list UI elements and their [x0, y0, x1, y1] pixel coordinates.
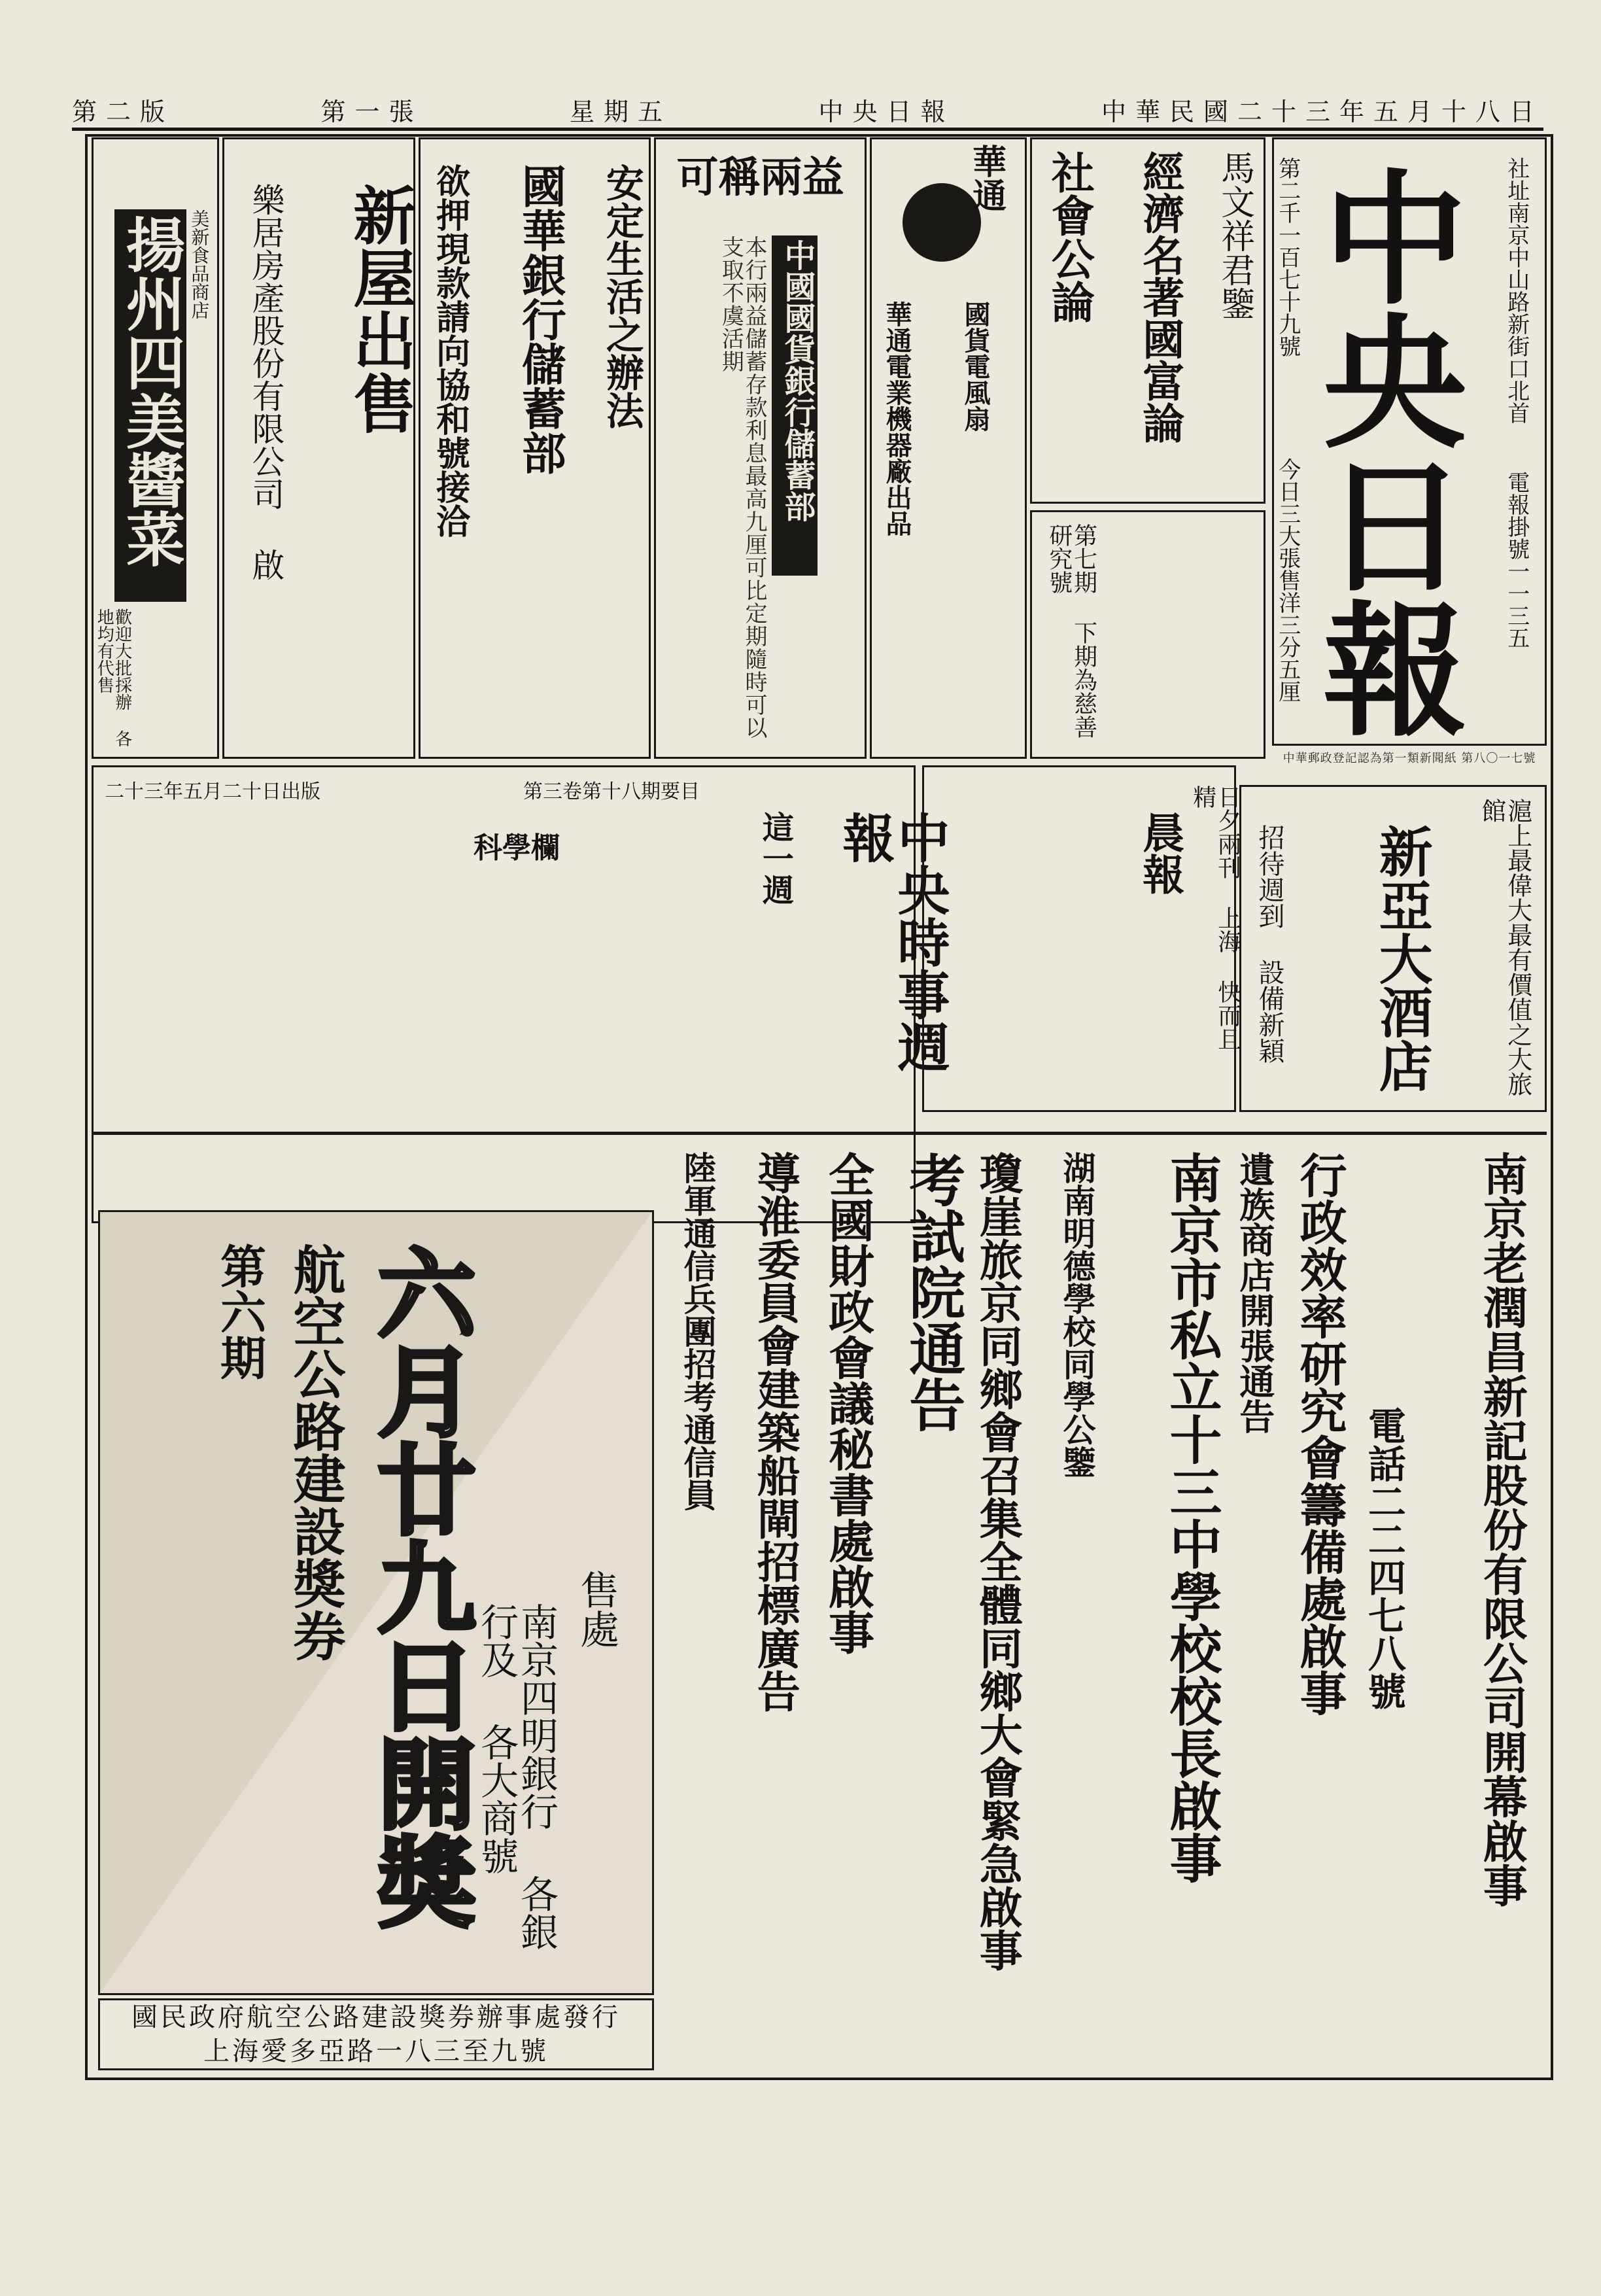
fan-brand: 華通 [966, 144, 1007, 212]
headline-7: 考試院通告 [899, 1151, 966, 1433]
headline-9: 導淮委員會建築船閘招標廣告 [749, 1151, 801, 1713]
fan-product: 國貨電風扇 [960, 301, 991, 432]
header-paper: 中央日報 [818, 97, 955, 126]
header-weekday: 星期五 [570, 97, 672, 126]
headline-10: 陸軍通信兵團招考通信員 [678, 1151, 717, 1511]
chenbao-title: 晨報 [1135, 811, 1185, 895]
economics-title: 經濟名著國富論 [1135, 150, 1185, 444]
chenbao-sub: 日夕兩刊 上海 快而且精 [1189, 785, 1241, 1051]
weekly-title: 中央時事週報 [834, 811, 950, 1073]
header-page: 第二版 [72, 97, 175, 126]
savings-title: 可稱兩益 [676, 153, 844, 202]
poster-big: 六月廿九日開獎 [360, 1243, 476, 1930]
poster-footer-2: 上海愛多亞路一八三至九號 [203, 2036, 549, 2066]
headline-phone: 電話二二四七八號 [1361, 1406, 1406, 1710]
poster-side: 航空公路建設獎券 [284, 1243, 346, 1661]
fan-maker: 華通電業機器廠出品 [882, 301, 912, 536]
weekly-column: 科學欄 [473, 831, 560, 865]
headline-8: 全國財政會議秘書處啟事 [821, 1151, 876, 1655]
poster-sellers-label: 售處 [574, 1570, 619, 1648]
poster-sellers: 南京四明銀行 各銀行及 各大商號 [474, 1603, 559, 1951]
weekly-date: 二十三年五月二十日出版 [105, 780, 320, 803]
poster-footer-1: 國民政府航空公路建設獎券辦事處發行 [131, 2002, 621, 2032]
hotel-subtitle: 滬上最偉大最有價值之大旅館 [1477, 798, 1532, 1096]
hotel-title: 新亞大酒店 [1370, 824, 1434, 1092]
headline-5: 湖南明德學校同學公鑒 [1058, 1151, 1097, 1478]
masthead-title: 中央日報 [1299, 164, 1468, 739]
headline-3: 遺族商店開張通告 [1233, 1151, 1276, 1434]
savings-body: 本行兩益儲蓄存款利息最高九厘可比定期隨時可以支取不虞活期 [717, 235, 767, 739]
bank-name: 國華銀行儲蓄部 [514, 164, 567, 475]
headline-2: 行政效率研究會籌備處啟事 [1292, 1151, 1348, 1716]
masthead-address: 社址南京中山路新街口北首 [1503, 157, 1530, 424]
page-frame [85, 134, 1553, 2080]
economics-author: 馬文祥君鑒 [1214, 150, 1254, 321]
bank-slogan: 安定生活之辦法 [599, 164, 644, 429]
society-title-display: 社會公論 [1044, 150, 1095, 323]
hotel-note: 招待週到 設備新穎 [1254, 824, 1284, 1064]
weekly-topic: 這一週 [757, 811, 794, 905]
society-sub: 第七期 下期為慈善研究號 [1045, 523, 1097, 739]
page-header [72, 92, 1543, 131]
housing-company: 樂居房產股份有限公司 啟 [247, 183, 285, 581]
headline-6: 瓊崖旅京同鄉會召集全體同鄉大會緊急啟事 [972, 1151, 1024, 1972]
poster-issue: 第六期 [213, 1243, 267, 1380]
masthead-price: 今日三大張售洋三分五厘 [1274, 458, 1301, 703]
masthead-telegraph: 電報掛號一一三五 [1503, 471, 1530, 649]
header-sheet: 第一張 [320, 97, 423, 126]
yangzhou-note: 歡迎大批採辦 各地均有代售 [94, 608, 132, 747]
header-date: 中華民國二十三年五月十八日 [1101, 97, 1543, 126]
headline-1: 南京老潤昌新記股份有限公司開幕啟事 [1475, 1151, 1528, 1907]
savings-bank: 中國國貨銀行儲蓄部 [772, 235, 818, 576]
housing-title: 新屋出售 [343, 183, 417, 434]
yangzhou-vendor: 美新食品商店 [188, 209, 211, 319]
yangzhou-title: 揚州四美醬菜 [114, 209, 186, 602]
masthead-registration: 中華郵政登記認為第一類新聞紙 第八〇一七號 [1283, 752, 1536, 765]
bank-sub: 欲押現款請向協和號接洽 [430, 164, 470, 538]
masthead-issue: 第二千一百七十九號 [1274, 157, 1301, 357]
headline-4: 南京市私立十三中學校校長啟事 [1161, 1151, 1222, 1884]
weekly-issue: 第三卷第十八期要目 [523, 780, 700, 803]
